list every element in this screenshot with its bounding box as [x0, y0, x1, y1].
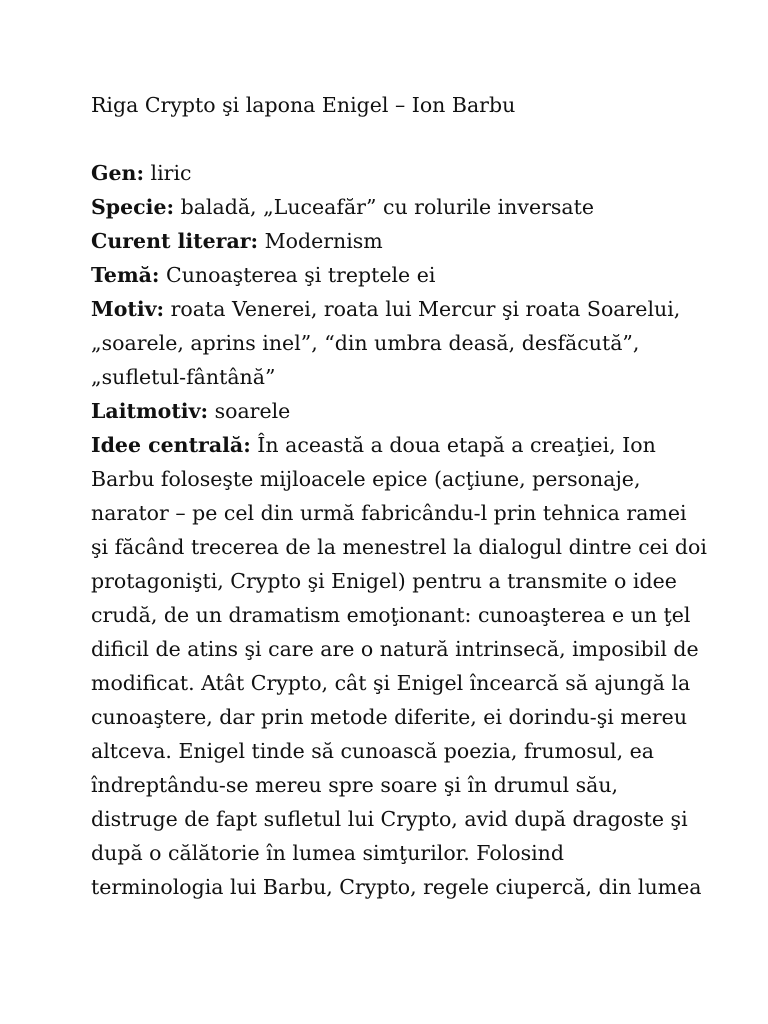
field-motiv-line: [91, 292, 691, 326]
field-laitmotiv-label: Laitmotiv:: [91, 399, 209, 423]
field-idee-line: altceva. Enigel tinde să cunoască poezia, frumosul, ea: [91, 739, 654, 763]
field-gen: [91, 156, 691, 190]
field-idee-line: [91, 428, 691, 462]
field-motiv-text: roata Venerei, roata lui Mercur şi roata Soarelui,: [164, 297, 681, 321]
field-idee-line: crudă, de un dramatism emoţionant: cunoaşterea e un ţel: [91, 603, 691, 627]
field-gen-label: Gen:: [91, 161, 145, 185]
document-page: [91, 88, 707, 904]
field-curent-value: Modernism: [258, 229, 383, 253]
field-idee-line: distruge de fapt sufletul lui Crypto, avid după dragoste şi: [91, 807, 688, 831]
field-specie-label: Specie:: [91, 195, 175, 219]
field-idee-line: dificil de atins şi care are o natură intrinsecă, imposibil de: [91, 637, 699, 661]
field-tema-value: Cunoaşterea şi treptele ei: [159, 263, 436, 287]
field-idee-centrala: [91, 428, 707, 904]
field-idee-line: după o călătorie în lumea simţurilor. Folosind: [91, 841, 564, 865]
field-idee-text: În această a doua etapă a creaţiei, Ion: [250, 433, 656, 457]
field-gen-value: liric: [144, 161, 192, 185]
field-motiv-line: „soarele, aprins inel”, “din umbra deasă, desfăcută”,: [91, 331, 640, 355]
field-idee-line: modificat. Atât Crypto, cât şi Enigel încearcă să ajungă la: [91, 671, 691, 695]
blank-line: [91, 122, 691, 156]
field-motiv: [91, 292, 691, 394]
field-curent-label: Curent literar:: [91, 229, 259, 253]
field-tema-label: Temă:: [91, 263, 160, 287]
field-tema: [91, 258, 691, 292]
field-laitmotiv: [91, 394, 691, 428]
field-idee-line: Barbu foloseşte mijloacele epice (acţiune, personaje,: [91, 467, 641, 491]
field-idee-line: cunoaştere, dar prin metode diferite, ei dorindu-şi mereu: [91, 705, 688, 729]
document-title: Riga Crypto şi lapona Enigel – Ion Barbu: [91, 93, 516, 117]
field-specie-value: baladă, „Luceafăr” cu rolurile inversate: [174, 195, 595, 219]
field-motiv-line: „sufletul-fântână”: [91, 365, 276, 389]
field-laitmotiv-value: soarele: [208, 399, 291, 423]
field-curent-literar: [91, 224, 691, 258]
field-idee-line: narator – pe cel din urmă fabricându-l prin tehnica ramei: [91, 501, 687, 525]
field-motiv-label: Motiv:: [91, 297, 165, 321]
field-idee-line: protagonişti, Crypto şi Enigel) pentru a transmite o idee: [91, 569, 677, 593]
field-idee-label: Idee centrală:: [91, 433, 251, 457]
field-idee-line: îndreptându-se mereu spre soare şi în drumul său,: [91, 773, 619, 797]
field-specie: [91, 190, 691, 224]
field-idee-line: terminologia lui Barbu, Crypto, regele ciupercă, din lumea: [91, 875, 702, 899]
field-idee-line: şi făcând trecerea de la menestrel la dialogul dintre cei doi: [91, 535, 707, 559]
